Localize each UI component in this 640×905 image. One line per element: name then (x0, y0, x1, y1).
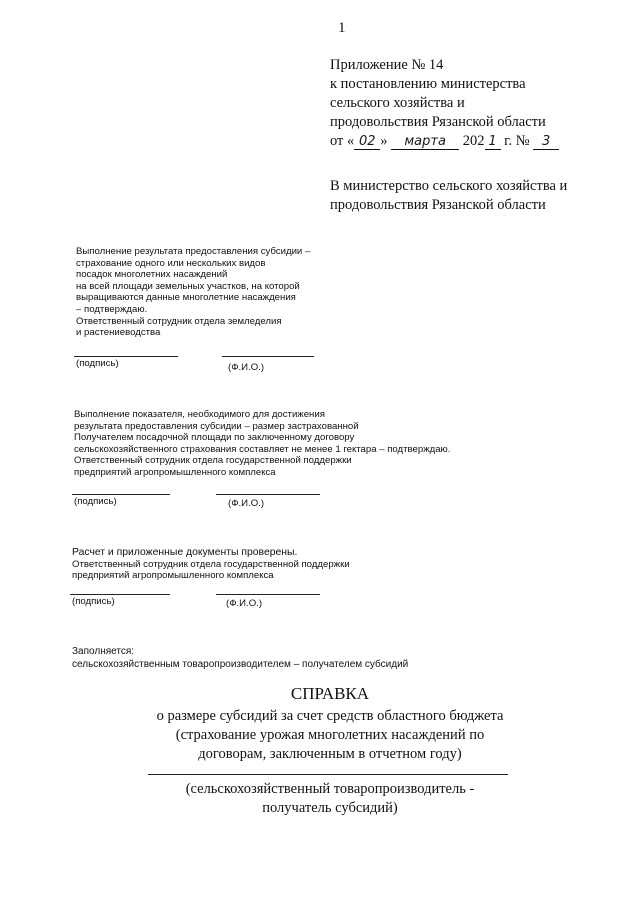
certificate-title: СПРАВКА (290, 684, 370, 703)
date-month: марта (391, 134, 459, 150)
block1-line: – подтверждаю. (76, 303, 148, 315)
number-label: г. № (504, 133, 530, 149)
addressee-line-1: В министерство сельского хозяйства и (330, 178, 568, 194)
block2-line: Выполнение показателя, необходимого для достижения (74, 409, 325, 420)
block2-line: предприятий агропромышленного комплекса (74, 466, 276, 478)
block2-fio-label: (Ф.И.О.) (228, 498, 265, 509)
date-year-prefix: 202 (462, 133, 485, 149)
block3-signature-label: (подпись) (72, 596, 115, 607)
block1-signature-label: (подпись) (76, 358, 119, 369)
block3-line: предприятий агропромышленного комплекса (72, 570, 274, 582)
verification-block (72, 547, 350, 582)
appendix-title: Приложение № 14 (330, 57, 444, 73)
block1-signature-line (74, 356, 178, 357)
addressee-line-2: продовольствия Рязанской области (330, 197, 546, 213)
producer-name-line (148, 774, 508, 775)
appendix-line-4: продовольствия Рязанской области (330, 114, 546, 130)
block1-line: выращиваются данные многолетние насаждения (76, 292, 296, 304)
block1-line: на всей площади земельных участков, на которой (76, 280, 300, 292)
confirmation-block-1 (76, 246, 310, 339)
date-day-close: » (380, 133, 388, 149)
addressee (330, 177, 630, 215)
date-prefix: от « (330, 133, 355, 149)
page-number: 1 (338, 20, 346, 36)
block1-line: и растениеводства (76, 327, 161, 339)
block2-line: результата предоставления субсидии – размер застрахованной (74, 420, 359, 432)
block3-fio-line (216, 594, 320, 595)
block1-fio-label: (Ф.И.О.) (228, 362, 265, 373)
block1-line: Выполнение результата предоставления субсидии – (76, 246, 311, 257)
block3-fio-label: (Ф.И.О.) (226, 598, 263, 609)
block3-signature-line (70, 594, 170, 595)
block2-line: сельскохозяйственного страхования составляет не менее 1 гектара – подтверждаю. (74, 443, 451, 455)
block3-line: Ответственный сотрудник отдела государственной поддержки (72, 558, 350, 570)
filled-by-note (72, 645, 408, 671)
decree-number: 3 (533, 134, 559, 150)
producer-caption-line-2: получатель субсидий) (262, 800, 398, 816)
block2-signature-label: (подпись) (74, 496, 117, 507)
block1-fio-line (222, 356, 314, 357)
block2-line: Ответственный сотрудник отдела государственной поддержки (74, 455, 352, 467)
date-year-suffix: 1 (485, 134, 501, 150)
block1-line: посадок многолетних насаждений (76, 269, 228, 281)
certificate-subtitle (0, 707, 640, 764)
producer-caption-line-1: (сельскохозяйственный товаропроизводитель - (185, 781, 475, 797)
date-day: 02 (354, 134, 380, 150)
appendix-line-2: к постановлению министерства (330, 76, 526, 92)
block3-line: Расчет и приложенные документы проверены. (72, 547, 298, 558)
block2-fio-line (216, 494, 320, 495)
filled-by-label: Заполняется: (72, 646, 135, 657)
certificate-subtitle-line-1: о размере субсидий за счет средств областного бюджета (156, 708, 504, 724)
block1-line: Ответственный сотрудник отдела земледелия (76, 315, 282, 327)
block1-line: страхование одного или нескольких видов (76, 257, 266, 269)
block2-signature-line (72, 494, 170, 495)
block2-line: Получателем посадочной площади по заключенному договору (74, 432, 355, 444)
appendix-header (330, 56, 630, 151)
appendix-line-3: сельского хозяйства и (330, 95, 465, 111)
producer-caption (0, 780, 640, 818)
filled-by-subject: сельскохозяйственным товаропроизводителем – получателем субсидий (72, 659, 409, 670)
certificate-subtitle-line-2: (страхование урожая многолетних насаждений по (175, 727, 485, 743)
appendix-date-line (330, 132, 630, 151)
certificate-subtitle-line-3: договорам, заключенным в отчетном году) (198, 746, 462, 762)
confirmation-block-2 (74, 409, 450, 479)
